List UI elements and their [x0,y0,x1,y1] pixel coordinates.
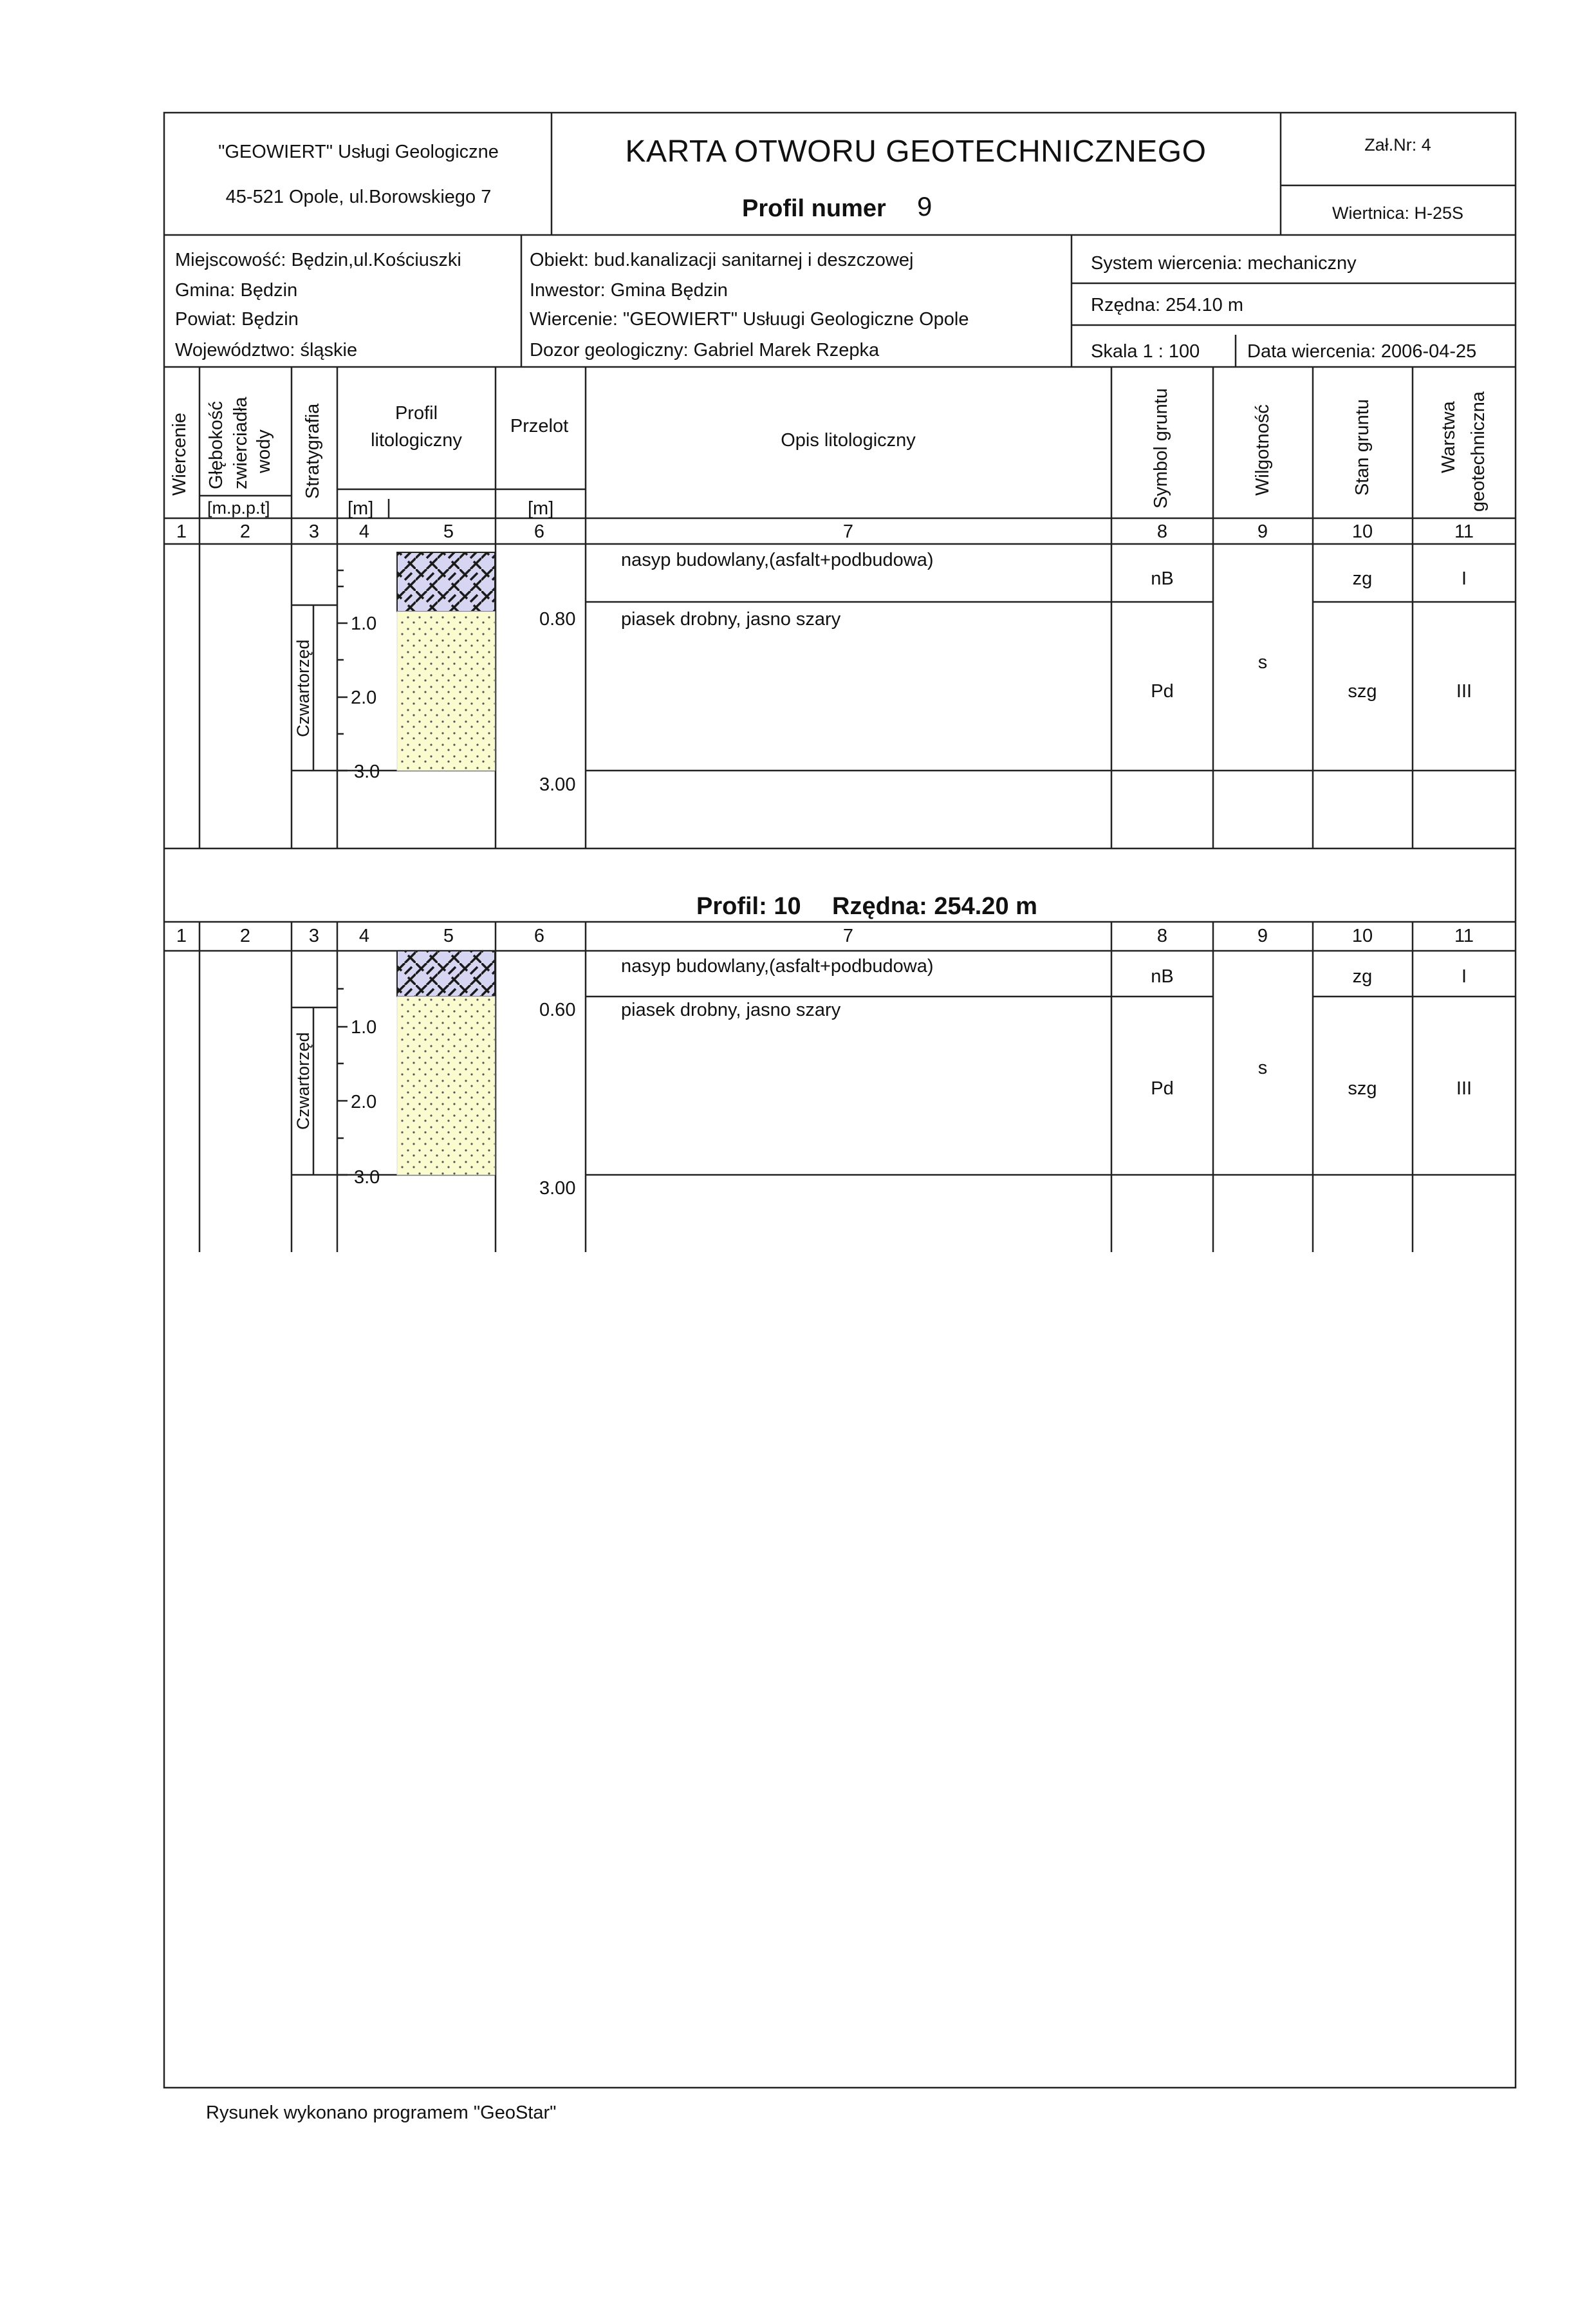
depth-tick-label: 3.0 [354,762,380,782]
footer-note: Rysunek wykonano programem "GeoStar" [206,2102,557,2123]
col-number: 2 [239,926,251,946]
col-number: 2 [239,521,251,542]
info-county: Powiat: Będzin [175,309,299,330]
col-layer-line2: geotechniczna [1468,391,1489,512]
profile2-heading: Profil: 10 [696,893,801,920]
soil-symbol: nB [1151,568,1174,589]
col-number: 5 [443,521,454,542]
col-number: 1 [176,926,187,946]
col-number: 11 [1454,521,1474,542]
col-number: 6 [534,521,545,542]
col-soil-state: Stan gruntu [1352,399,1373,496]
sand-layer-p1 [397,612,495,771]
geotech-layer: III [1456,681,1472,702]
col-description: Opis litologiczny [781,430,916,451]
info-location: Miejscowość: Będzin,ul.Kościuszki [175,250,461,270]
col-number: 7 [842,926,854,946]
col-number: 7 [842,521,854,542]
soil-state: zg [1352,966,1373,987]
col-number: 10 [1351,521,1373,542]
depth-tick-label: 2.0 [351,1092,377,1112]
col-depth-line2: zwierciadła [230,397,251,489]
soil-state: zg [1352,568,1373,589]
col-number: 11 [1454,926,1474,946]
layer-description: piasek drobny, jasno szary [621,609,841,630]
info-driller: Wiercenie: "GEOWIERT" Usłuugi Geologiczne Opole [530,309,969,330]
profile2-elevation: Rzędna: 254.20 m [832,893,1037,920]
col-stratigraphy: Stratygrafia [302,403,323,499]
col-number: 8 [1156,521,1168,542]
col-depth-line1: Głębokość [206,400,227,489]
soil-symbol: nB [1151,966,1174,987]
bottom-depth: 3.00 [539,774,576,795]
soil-state: szg [1348,681,1377,702]
geotech-layer: III [1456,1078,1472,1099]
col-number: 8 [1156,926,1168,946]
col-number: 9 [1257,926,1268,946]
col-number: 1 [176,521,187,542]
asphalt-layer-p2 [397,951,495,997]
soil-state: szg [1348,1078,1377,1099]
col-number: 4 [358,521,370,542]
stratigraphy-label: Czwartorzęd [293,639,313,737]
drilling-rig: Wiertnica: H-25S [1332,203,1464,223]
profile-number: 9 [917,191,933,221]
stratigraphy-label: Czwartorzęd [293,1032,313,1130]
col-number: 3 [308,521,320,542]
sand-layer-p2 [397,997,495,1175]
col-interval-unit: [m] [528,498,554,519]
col-depth-unit: [m.p.p.t] [207,498,270,518]
col-number: 10 [1351,926,1373,946]
col-interval: Przelot [510,416,569,436]
col-drilling: Wiercenie [169,413,190,496]
col-profile-line2: litologiczny [371,430,462,451]
layer-description: nasyp budowlany,(asfalt+podbudowa) [621,956,934,977]
info-scale: Skala 1 : 100 [1091,341,1200,362]
layer-interval: 0.80 [539,609,576,630]
depth-tick-label: 1.0 [351,1017,377,1038]
layer-description: nasyp budowlany,(asfalt+podbudowa) [621,550,934,570]
col-number: 6 [534,926,545,946]
profile-label: Profil numer [742,195,886,222]
col-number: 9 [1257,521,1268,542]
col-soil-symbol: Symbol gruntu [1151,388,1171,509]
col-number: 4 [358,926,370,946]
moisture-value: s [1257,652,1268,673]
col-number: 3 [308,926,320,946]
page-title: KARTA OTWORU GEOTECHNICZNEGO [625,135,1207,169]
col-number: 5 [443,926,454,946]
depth-tick-label: 1.0 [351,613,377,634]
moisture-value: s [1257,1058,1268,1078]
info-elevation: Rzędna: 254.10 m [1091,295,1243,315]
info-object: Obiekt: bud.kanalizacji sanitarnej i deszczowej [530,250,914,270]
info-voivodeship: Województwo: śląskie [175,340,358,360]
col-profile-unit: [m] [348,498,374,519]
layer-interval: 0.60 [539,1000,576,1020]
company-address: 45-521 Opole, ul.Borowskiego 7 [225,187,492,207]
col-depth-line3: wody [254,429,274,473]
geotech-layer: I [1461,568,1467,589]
soil-symbol: Pd [1151,681,1174,702]
bottom-depth: 3.00 [539,1178,576,1199]
depth-tick-label: 2.0 [351,688,377,708]
info-commune: Gmina: Będzin [175,280,298,301]
info-drilling-system: System wiercenia: mechaniczny [1091,253,1357,274]
col-layer-line1: Warstwa [1438,401,1459,473]
layer-description: piasek drobny, jasno szary [621,1000,841,1020]
soil-symbol: Pd [1151,1078,1174,1099]
depth-tick-label: 3.0 [354,1167,380,1188]
info-drilling-date: Data wiercenia: 2006-04-25 [1247,341,1477,362]
asphalt-layer-p1 [397,552,495,612]
company-name: "GEOWIERT" Usługi Geologiczne [218,142,499,162]
geotech-layer: I [1461,966,1467,987]
attachment-number: Zał.Nr: 4 [1364,135,1431,154]
info-investor: Inwestor: Gmina Będzin [530,280,728,301]
col-profile-line1: Profil [394,403,438,424]
info-supervisor: Dozor geologiczny: Gabriel Marek Rzepka [530,340,880,360]
col-moisture: Wilgotność [1252,404,1273,496]
